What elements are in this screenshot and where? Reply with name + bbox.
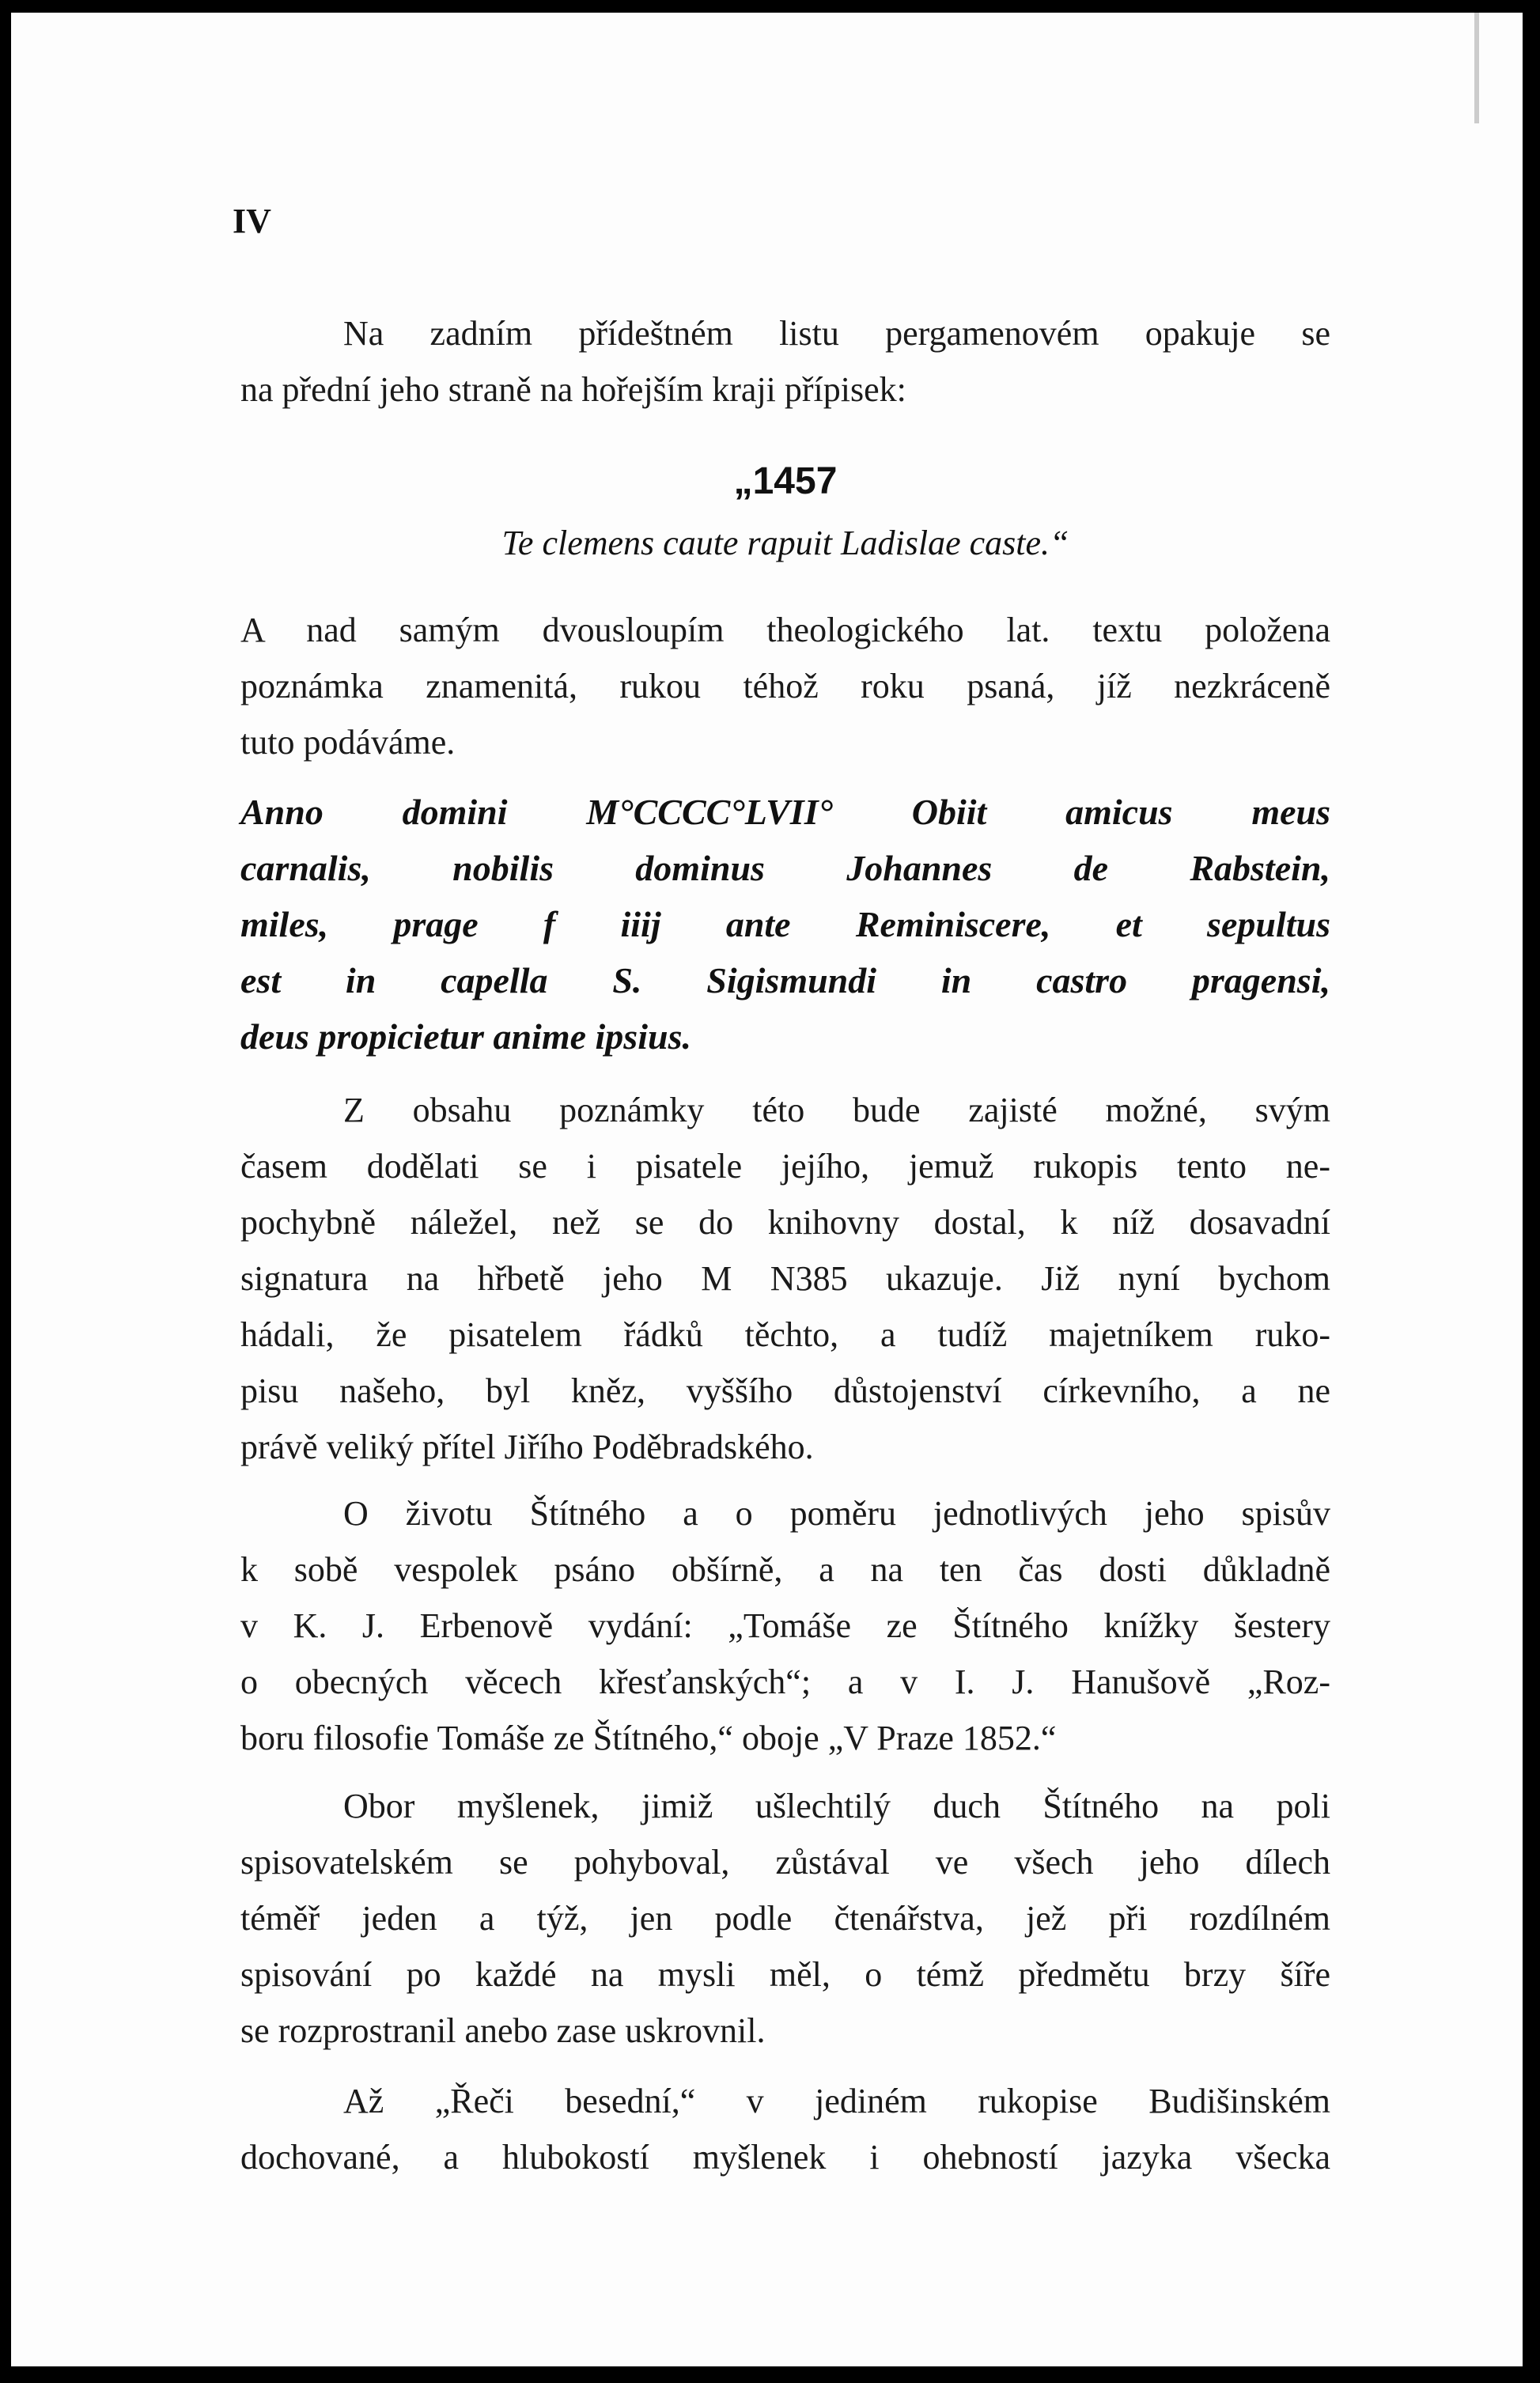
text-line: právě veliký přítel Jiřího Poděbradského. [240,1428,814,1466]
latin-line: Anno domini M°CCCC°LVII° Obiit amicus meus [240,792,1330,832]
year-heading: „1457 [733,460,838,502]
paragraph-1 [240,305,1330,418]
text-line: časem dodělati se i pisatele jejího, jemuž rukopis tento ne- [240,1147,1330,1186]
text-line: hádali, že pisatelem řádků těchto, a tudíž majetníkem ruko- [240,1315,1330,1354]
latin-line: carnalis, nobilis dominus Johannes de Rabstein, [240,848,1330,888]
text-line: Z obsahu poznámky této bude zajisté možné, svým [343,1091,1330,1129]
paragraph-4 [240,1485,1330,1766]
text-line: spisování po každé na mysli měl, o témž předmětu brzy šíře [240,1955,1330,1994]
text-line: na přední jeho straně na hořejším kraji přípisek: [240,370,906,409]
text-line: dochované, a hlubokostí myšlenek i ohebností jazyka všecka [240,2138,1330,2177]
text-line: Na zadním přídeštném listu pergamenovém opakuje se [343,314,1330,353]
text-line: spisovatelském se pohyboval, zůstával ve všech jeho dílech [240,1843,1330,1882]
text-line: téměř jeden a týž, jen podle čtenářstva, jež při rozdílném [240,1899,1330,1938]
text-line: poznámka znamenitá, rukou téhož roku psaná, jíž nezkráceně [240,667,1330,705]
latin-line: deus propicietur anime ipsius. [240,1016,691,1057]
text-line: A nad samým dvousloupím theologického lat. textu položena [240,611,1330,649]
text-line: Až „Řeči besední,“ v jediném rukopise Budišinském [343,2082,1330,2120]
paragraph-3 [240,1082,1330,1475]
text-line: o obecných věcech křesťanských“; a v I. J. Hanušově „Roz- [240,1662,1330,1701]
text-line: se rozprostranil anebo zase uskrovnil. [240,2011,766,2050]
latin-line: miles, prage f iiij ante Reminiscere, et sepultus [240,904,1330,944]
text-line: tuto podáváme. [240,723,456,762]
text-line: pochybně náležel, než se do knihovny dostal, k níž dosavadní [240,1203,1330,1242]
paragraph-6 [240,2073,1330,2185]
text-line: Obor myšlenek, jimiž ušlechtilý duch Štítného na poli [343,1787,1330,1825]
text-line: k sobě vespolek psáno obšírně, a na ten čas dosti důkladně [240,1550,1330,1589]
text-line: O životu Štítného a o poměru jednotlivých jeho spisův [343,1494,1330,1533]
latin-line: est in capella S. Sigismundi in castro pragensi, [240,960,1330,1000]
text-line: pisu našeho, byl kněz, vyššího důstojenství církevního, a ne [240,1371,1330,1410]
text-line: signatura na hřbetě jeho M N385 ukazuje. Již nyní bychom [240,1259,1330,1298]
text-line: v K. J. Erbenově vydání: „Tomáše ze Štítného knížky šestery [240,1606,1330,1645]
latin-verse: Te clemens caute rapuit Ladislae caste.“ [501,524,1069,562]
text-line: boru filosofie Tomáše ze Štítného,“ oboje „V Praze 1852.“ [240,1719,1057,1757]
paragraph-2 [240,602,1330,770]
page-number: IV [233,202,271,240]
latin-note [240,784,1330,1065]
paragraph-5 [240,1778,1330,2059]
page-edge-mark [1474,13,1479,123]
book-page [11,13,1523,2366]
